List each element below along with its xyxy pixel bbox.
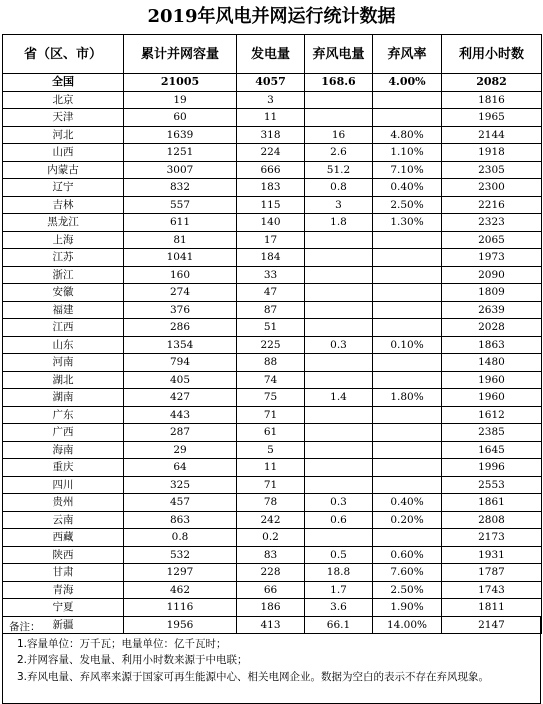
cell-utilization-hours: 2028 <box>442 319 542 337</box>
cell-utilization-hours: 2144 <box>442 126 542 144</box>
cell-utilization-hours: 2808 <box>442 511 542 529</box>
note-item: 1.容量单位：万千瓦；电量单位：亿千瓦时； <box>17 637 227 650</box>
cell-region: 山西 <box>3 144 124 162</box>
cell-generation: 184 <box>237 249 305 267</box>
cell-utilization-hours: 2300 <box>442 179 542 197</box>
table-row <box>3 284 542 302</box>
cell-curtailed-energy <box>305 371 373 389</box>
cell-generation: 224 <box>237 144 305 162</box>
cell-region: 辽宁 <box>3 179 124 197</box>
cell-curtailed-energy <box>305 91 373 109</box>
cell-curtailment-rate <box>373 354 442 372</box>
cell-generation: 78 <box>237 494 305 512</box>
cell-curtailment-rate <box>373 459 442 477</box>
cell-generation: 51 <box>237 319 305 337</box>
cell-generation: 666 <box>237 161 305 179</box>
cell-region: 浙江 <box>3 266 124 284</box>
cell-generation: 228 <box>237 564 305 582</box>
cell-generation: 74 <box>237 371 305 389</box>
cell-curtailment-rate <box>373 91 442 109</box>
total-row <box>3 74 542 92</box>
cell-capacity: 405 <box>124 371 237 389</box>
note-item: 3.弃风电量、弃风率来源于国家可再生能源中心、相关电网企业。数据为空白的表示不存在弃风现象。 <box>17 670 490 683</box>
note-item: 2.并网容量、发电量、利用小时数来源于中电联； <box>17 654 248 666</box>
cell-curtailment-rate <box>373 284 442 302</box>
cell-capacity: 794 <box>124 354 237 372</box>
cell-curtailed-energy <box>305 424 373 442</box>
cell-generation: 183 <box>237 179 305 197</box>
cell-capacity: 427 <box>124 389 237 407</box>
cell-region: 江苏 <box>3 249 124 267</box>
table-row <box>3 266 542 284</box>
cell-region: 黑龙江 <box>3 214 124 232</box>
cell-region: 上海 <box>3 231 124 249</box>
table-row <box>3 459 542 477</box>
cell-curtailment-rate: 7.10% <box>373 161 442 179</box>
table-row <box>3 441 542 459</box>
table-row <box>3 406 542 424</box>
cell-curtailed-energy: 66.1 <box>305 616 373 634</box>
cell-region: 广东 <box>3 406 124 424</box>
cell-curtailed-energy: 0.6 <box>305 511 373 529</box>
cell-generation: 66 <box>237 581 305 599</box>
header-capacity: 累计并网容量 <box>124 35 237 74</box>
cell-utilization-hours: 1787 <box>442 564 542 582</box>
cell-region: 宁夏 <box>3 599 124 617</box>
table-row <box>3 126 542 144</box>
table-row <box>3 529 542 547</box>
cell-curtailment-rate: 4.00% <box>373 74 442 92</box>
cell-curtailment-rate <box>373 424 442 442</box>
cell-utilization-hours: 1996 <box>442 459 542 477</box>
cell-utilization-hours: 1645 <box>442 441 542 459</box>
table-row <box>3 231 542 249</box>
cell-region: 甘肃 <box>3 564 124 582</box>
cell-region: 天津 <box>3 109 124 127</box>
cell-generation: 75 <box>237 389 305 407</box>
table-row <box>3 511 542 529</box>
notes-heading: 备注： <box>9 621 41 633</box>
table-row <box>3 161 542 179</box>
cell-generation: 0.2 <box>237 529 305 547</box>
cell-curtailed-energy: 1.4 <box>305 389 373 407</box>
cell-region: 北京 <box>3 91 124 109</box>
cell-curtailment-rate: 0.10% <box>373 336 442 354</box>
cell-capacity: 376 <box>124 301 237 319</box>
table-row <box>3 371 542 389</box>
cell-generation: 413 <box>237 616 305 634</box>
cell-utilization-hours: 1612 <box>442 406 542 424</box>
table-row <box>3 319 542 337</box>
cell-curtailed-energy: 168.6 <box>305 74 373 92</box>
cell-generation: 3 <box>237 91 305 109</box>
cell-region: 陕西 <box>3 546 124 564</box>
cell-curtailed-energy <box>305 529 373 547</box>
cell-generation: 11 <box>237 109 305 127</box>
table-row <box>3 109 542 127</box>
cell-curtailment-rate: 1.80% <box>373 389 442 407</box>
cell-utilization-hours: 1918 <box>442 144 542 162</box>
cell-curtailed-energy <box>305 301 373 319</box>
cell-curtailed-energy: 51.2 <box>305 161 373 179</box>
cell-curtailment-rate: 0.40% <box>373 494 442 512</box>
cell-capacity: 21005 <box>124 74 237 92</box>
cell-utilization-hours: 2639 <box>442 301 542 319</box>
cell-capacity: 287 <box>124 424 237 442</box>
header-region: 省（区、市） <box>3 35 124 74</box>
table-title: 2019年风电并网运行统计数据 <box>147 6 396 27</box>
cell-region: 湖北 <box>3 371 124 389</box>
cell-generation: 140 <box>237 214 305 232</box>
cell-generation: 83 <box>237 546 305 564</box>
cell-capacity: 1956 <box>124 616 237 634</box>
cell-utilization-hours: 1861 <box>442 494 542 512</box>
cell-curtailed-energy <box>305 406 373 424</box>
cell-curtailed-energy <box>305 459 373 477</box>
cell-capacity: 462 <box>124 581 237 599</box>
cell-generation: 242 <box>237 511 305 529</box>
cell-generation: 61 <box>237 424 305 442</box>
table-row <box>3 564 542 582</box>
cell-capacity: 64 <box>124 459 237 477</box>
cell-region: 新疆 <box>3 616 124 634</box>
cell-generation: 47 <box>237 284 305 302</box>
cell-curtailment-rate: 7.60% <box>373 564 442 582</box>
table-row <box>3 581 542 599</box>
header-curtailment-rate: 弃风率 <box>373 35 442 74</box>
cell-curtailment-rate <box>373 406 442 424</box>
cell-region: 福建 <box>3 301 124 319</box>
cell-region: 云南 <box>3 511 124 529</box>
cell-curtailed-energy: 2.6 <box>305 144 373 162</box>
cell-curtailment-rate <box>373 231 442 249</box>
cell-curtailed-energy <box>305 476 373 494</box>
cell-region: 全国 <box>3 74 124 92</box>
cell-curtailment-rate: 14.00% <box>373 616 442 634</box>
cell-utilization-hours: 1743 <box>442 581 542 599</box>
cell-capacity: 3007 <box>124 161 237 179</box>
header-curtailed-energy: 弃风电量 <box>305 35 373 74</box>
cell-generation: 186 <box>237 599 305 617</box>
cell-capacity: 81 <box>124 231 237 249</box>
cell-capacity: 60 <box>124 109 237 127</box>
cell-curtailment-rate: 4.80% <box>373 126 442 144</box>
cell-utilization-hours: 2090 <box>442 266 542 284</box>
cell-curtailed-energy: 0.3 <box>305 494 373 512</box>
cell-generation: 33 <box>237 266 305 284</box>
cell-capacity: 1116 <box>124 599 237 617</box>
cell-curtailment-rate: 0.60% <box>373 546 442 564</box>
cell-generation: 318 <box>237 126 305 144</box>
cell-region: 青海 <box>3 581 124 599</box>
cell-curtailed-energy <box>305 354 373 372</box>
cell-curtailment-rate <box>373 529 442 547</box>
cell-capacity: 286 <box>124 319 237 337</box>
table-body <box>3 74 542 634</box>
cell-curtailment-rate <box>373 249 442 267</box>
cell-curtailment-rate <box>373 476 442 494</box>
cell-region: 安徽 <box>3 284 124 302</box>
cell-utilization-hours: 2553 <box>442 476 542 494</box>
cell-utilization-hours: 2082 <box>442 74 542 92</box>
cell-generation: 87 <box>237 301 305 319</box>
cell-curtailment-rate <box>373 441 442 459</box>
table-row <box>3 494 542 512</box>
table-row <box>3 546 542 564</box>
cell-utilization-hours: 2385 <box>442 424 542 442</box>
cell-generation: 5 <box>237 441 305 459</box>
cell-curtailed-energy: 18.8 <box>305 564 373 582</box>
cell-region: 四川 <box>3 476 124 494</box>
cell-curtailment-rate <box>373 301 442 319</box>
cell-curtailed-energy: 0.5 <box>305 546 373 564</box>
cell-curtailment-rate <box>373 109 442 127</box>
cell-curtailment-rate <box>373 319 442 337</box>
cell-region: 吉林 <box>3 196 124 214</box>
table-row <box>3 354 542 372</box>
cell-curtailed-energy: 16 <box>305 126 373 144</box>
cell-capacity: 1639 <box>124 126 237 144</box>
cell-utilization-hours: 2305 <box>442 161 542 179</box>
cell-curtailment-rate: 2.50% <box>373 196 442 214</box>
cell-curtailed-energy <box>305 441 373 459</box>
table-row <box>3 301 542 319</box>
cell-curtailed-energy <box>305 266 373 284</box>
cell-capacity: 29 <box>124 441 237 459</box>
cell-capacity: 0.8 <box>124 529 237 547</box>
notes-section <box>2 617 541 704</box>
cell-curtailment-rate: 1.10% <box>373 144 442 162</box>
cell-capacity: 325 <box>124 476 237 494</box>
cell-generation: 17 <box>237 231 305 249</box>
cell-generation: 115 <box>237 196 305 214</box>
cell-capacity: 863 <box>124 511 237 529</box>
cell-utilization-hours: 2173 <box>442 529 542 547</box>
cell-utilization-hours: 2147 <box>442 616 542 634</box>
cell-utilization-hours: 1931 <box>442 546 542 564</box>
table-row <box>3 336 542 354</box>
cell-capacity: 443 <box>124 406 237 424</box>
wind-power-table <box>2 34 542 634</box>
cell-utilization-hours: 1480 <box>442 354 542 372</box>
cell-curtailed-energy: 3.6 <box>305 599 373 617</box>
header-generation: 发电量 <box>237 35 305 74</box>
cell-curtailed-energy <box>305 284 373 302</box>
cell-generation: 225 <box>237 336 305 354</box>
cell-region: 河北 <box>3 126 124 144</box>
cell-curtailed-energy: 1.7 <box>305 581 373 599</box>
cell-region: 湖南 <box>3 389 124 407</box>
cell-utilization-hours: 1809 <box>442 284 542 302</box>
cell-curtailed-energy <box>305 319 373 337</box>
cell-generation: 71 <box>237 476 305 494</box>
table-row <box>3 476 542 494</box>
header-row <box>3 35 542 74</box>
cell-curtailment-rate: 1.30% <box>373 214 442 232</box>
cell-region: 河南 <box>3 354 124 372</box>
cell-utilization-hours: 2216 <box>442 196 542 214</box>
cell-curtailment-rate: 2.50% <box>373 581 442 599</box>
cell-utilization-hours: 2323 <box>442 214 542 232</box>
cell-curtailed-energy: 0.8 <box>305 179 373 197</box>
cell-curtailment-rate: 1.90% <box>373 599 442 617</box>
table-row <box>3 91 542 109</box>
cell-capacity: 1251 <box>124 144 237 162</box>
cell-capacity: 832 <box>124 179 237 197</box>
table-row <box>3 179 542 197</box>
cell-generation: 88 <box>237 354 305 372</box>
cell-utilization-hours: 1973 <box>442 249 542 267</box>
cell-utilization-hours: 1960 <box>442 389 542 407</box>
cell-region: 内蒙古 <box>3 161 124 179</box>
cell-utilization-hours: 1811 <box>442 599 542 617</box>
cell-curtailed-energy: 0.3 <box>305 336 373 354</box>
cell-region: 海南 <box>3 441 124 459</box>
cell-capacity: 160 <box>124 266 237 284</box>
cell-utilization-hours: 1863 <box>442 336 542 354</box>
cell-curtailed-energy <box>305 109 373 127</box>
cell-region: 贵州 <box>3 494 124 512</box>
table-row <box>3 599 542 617</box>
cell-capacity: 557 <box>124 196 237 214</box>
cell-curtailed-energy <box>305 249 373 267</box>
cell-region: 广西 <box>3 424 124 442</box>
cell-generation: 4057 <box>237 74 305 92</box>
table-row <box>3 389 542 407</box>
cell-region: 山东 <box>3 336 124 354</box>
cell-region: 重庆 <box>3 459 124 477</box>
table-row <box>3 144 542 162</box>
header-utilization-hours: 利用小时数 <box>442 35 542 74</box>
cell-curtailment-rate: 0.20% <box>373 511 442 529</box>
cell-capacity: 1354 <box>124 336 237 354</box>
cell-curtailed-energy: 1.8 <box>305 214 373 232</box>
cell-capacity: 532 <box>124 546 237 564</box>
cell-generation: 71 <box>237 406 305 424</box>
cell-capacity: 19 <box>124 91 237 109</box>
cell-capacity: 611 <box>124 214 237 232</box>
table-row <box>3 196 542 214</box>
cell-curtailment-rate <box>373 266 442 284</box>
table-row <box>3 249 542 267</box>
cell-capacity: 274 <box>124 284 237 302</box>
cell-region: 江西 <box>3 319 124 337</box>
cell-curtailed-energy: 3 <box>305 196 373 214</box>
table-row <box>3 214 542 232</box>
cell-utilization-hours: 1965 <box>442 109 542 127</box>
cell-capacity: 1297 <box>124 564 237 582</box>
cell-utilization-hours: 2065 <box>442 231 542 249</box>
table-row <box>3 424 542 442</box>
cell-utilization-hours: 1816 <box>442 91 542 109</box>
cell-curtailment-rate <box>373 371 442 389</box>
cell-region: 西藏 <box>3 529 124 547</box>
cell-curtailment-rate: 0.40% <box>373 179 442 197</box>
cell-capacity: 1041 <box>124 249 237 267</box>
cell-utilization-hours: 1960 <box>442 371 542 389</box>
cell-curtailed-energy <box>305 231 373 249</box>
cell-generation: 11 <box>237 459 305 477</box>
cell-capacity: 457 <box>124 494 237 512</box>
